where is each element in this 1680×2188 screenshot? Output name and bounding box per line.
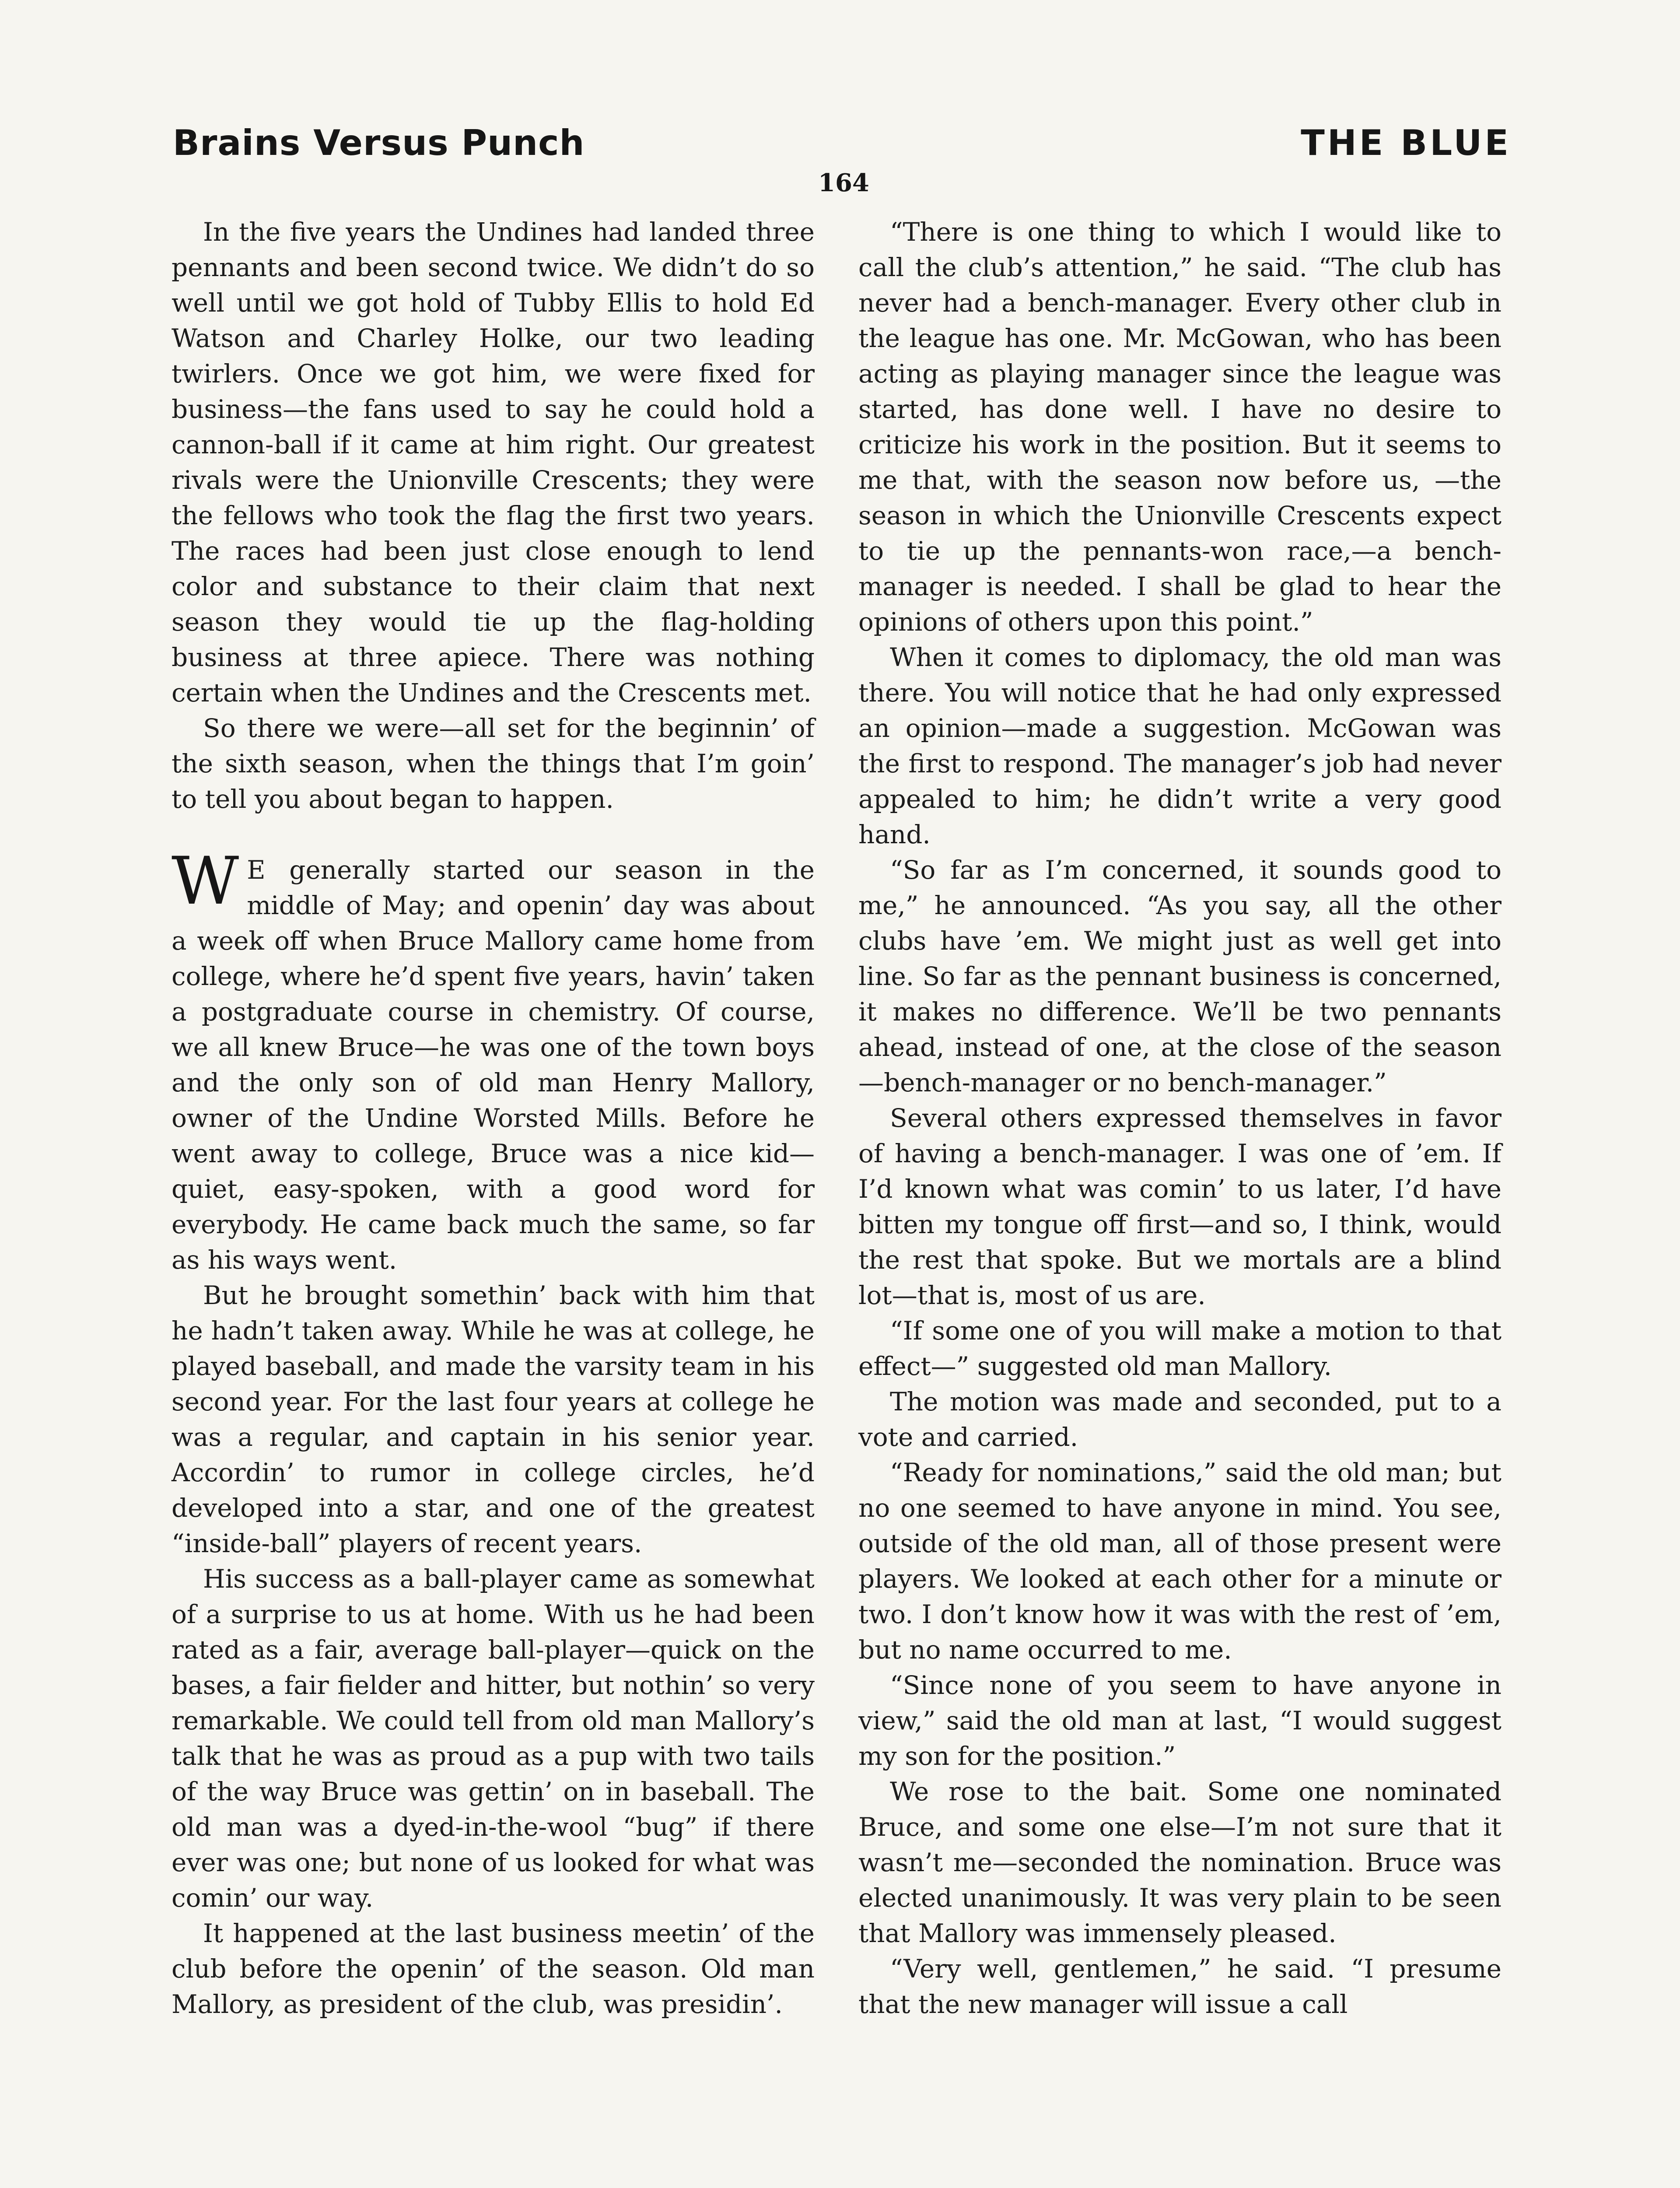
paragraph: We rose to the bait. Some one nominated Bruce, and some one else—I’m not sure that it wasn’t me—seconded the nomination. Bruce was elected unanimously. It was very plain to be seen that Mallory was immensely pleased. [858, 1777, 1502, 1948]
paragraph: His success as a ball-player came as somewhat of a surprise to us at home. With us he had been rated as a fair, average ball-player—quick on the bases, a fair fielder and hitter, but nothin’ so very remarkable. We could tell from old man Mallory’s talk that he was as proud as a pup with two tails of the way Bruce was gettin’ on in baseball. The old man was a dyed-in-the-wool “bug” if there ever was one; but none of us looked for what was comin’ our way. [172, 1564, 815, 1913]
paragraph: So there we were—all set for the beginnin’ of the sixth season, when the things that I’m goin’ to tell you about began to happen. [172, 713, 815, 814]
paragraph: But he brought somethin’ back with him that he hadn’t taken away. While he was at college, he played baseball, and made the varsity team in his second year. For the last four years at college he was a regular, and captain in his senior year. Accordin’ to rumor in college circles, he’d developed into a star, and one of the greatest “inside-ball” players of recent years. [172, 1280, 815, 1558]
right-column [858, 214, 1502, 2022]
drop-cap: W [172, 843, 239, 919]
paragraph: Several others expressed themselves in favor of having a bench-manager. I was one of ’em. If I’d known what was comin’ to us later, I’d have bitten my tongue off first—and so, I think, would the rest that spoke. But we mortals are a blind lot—that is, most of us are. [858, 1103, 1502, 1310]
magazine-name: THE BLUE [1301, 123, 1511, 163]
story-title: Brains Versus Punch [173, 123, 585, 163]
drop-cap-word: E [247, 855, 266, 885]
paragraph: “So far as I’m concerned, it sounds good to me,” he announced. “As you say, all the other clubs have ’em. We might just as well get into line. So far as the pennant business is concerned, it makes no difference. We’ll be two pennants ahead, instead of one, at the close of the season—bench-manager or no bench-manager.” [858, 855, 1502, 1098]
paragraph: It happened at the last business meetin’ of the club before the openin’ of the season. Old man Mallory, as president of the club, was presidin’. [172, 1918, 815, 2019]
paragraph: “If some one of you will make a motion to that effect—” suggested old man Mallory. [858, 1316, 1502, 1381]
paragraph: “Very well, gentlemen,” he said. “I presume that the new manager will issue a call [858, 1954, 1502, 2019]
left-column [172, 214, 815, 2022]
paragraph: The motion was made and seconded, put to a vote and carried. [858, 1387, 1502, 1452]
paragraph-dropcap [172, 843, 815, 1278]
page-number: 164 [818, 168, 869, 197]
paragraph: “Ready for nominations,” said the old man; but no one seemed to have anyone in mind. You see, outside of the old man, all of those present were players. We looked at each other for a minute or two. I don’t know how it was with the rest of ’em, but no name occurred to me. [858, 1458, 1502, 1665]
paragraph: When it comes to diplomacy, the old man was there. You will notice that he had only expressed an opinion—made a suggestion. McGowan was the first to respond. The manager’s job had never appealed to him; he didn’t write a very good hand. [858, 642, 1502, 849]
paragraph: In the five years the Undines had landed three pennants and been second twice. We didn’t do so well until we got hold of Tubby Ellis to hold Ed Watson and Charley Holke, our two leading twirlers. Once we got him, we were fixed for business—the fans used to say he could hold a cannon-ball if it came at him right. Our greatest rivals were the Unionville Crescents; they were the fellows who took the flag the first two years. The races had been just close enough to lend color and substance to their claim that next season they would tie up the flag-holding business at three apiece. There was nothing certain when the Undines and the Crescents met. [172, 217, 815, 708]
paragraph: “There is one thing to which I would like to call the club’s attention,” he said. “The club has never had a bench-manager. Every other club in the league has one. Mr. McGowan, who has been acting as playing manager since the league was started, has done well. I have no desire to criticize his work in the position. But it seems to me that, with the season now before us, —the season in which the Unionville Crescents expect to tie up the pennants-won race,—a bench-manager is needed. I shall be glad to hear the opinions of others upon this point.” [858, 217, 1502, 637]
paragraph: “Since none of you seem to have anyone in view,” said the old man at last, “I would suggest my son for the position.” [858, 1670, 1502, 1771]
paragraph-text: generally started our season in the middle of May; and openin’ day was about a week off when Bruce Mallory came home from college, where he’d spent five years, havin’ taken a postgraduate course in chemistry. Of course, we all knew Bruce—he was one of the town boys and the only son of old man Henry Mallory, owner of the Undine Worsted Mills. Before he went away to college, Bruce was a nice kid—quiet, easy-spoken, with a good word for everybody. He came back much the same, so far as his ways went. [172, 855, 815, 1275]
